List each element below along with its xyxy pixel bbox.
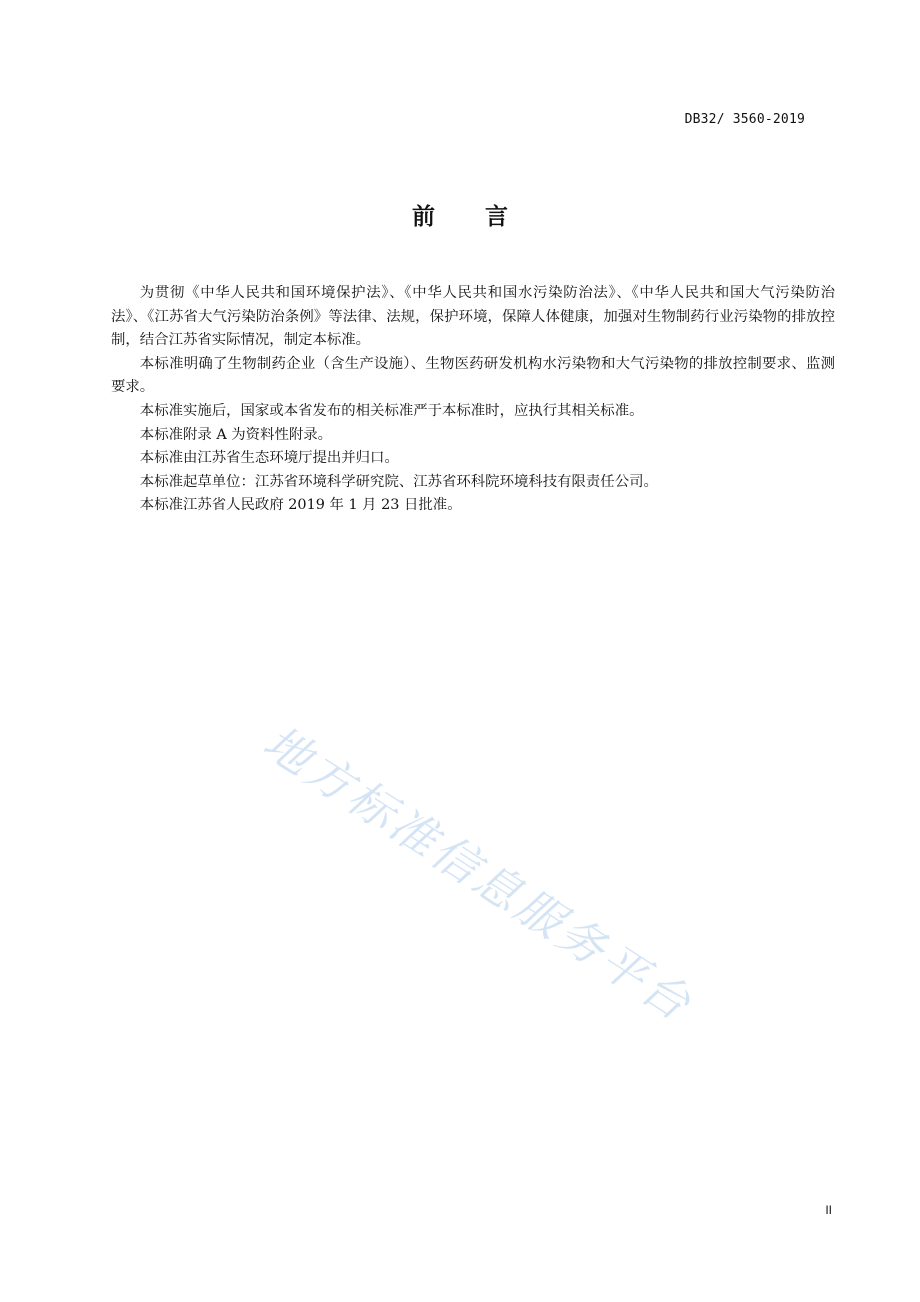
document-code: DB32/ 3560-2019 [684,112,805,127]
paragraph-proposer: 本标准由江苏省生态环境厅提出并归口。 [139,450,399,467]
paragraph-scope: 本标准明确了生物制药企业（含生产设施）、生物医药研发机构水污染物和大气污染物的排放控制要求、监测要求。 [111,355,835,396]
paragraph-appendix: 本标准附录 A 为资料性附录。 [139,426,333,443]
foreword-body [111,282,835,518]
page-number: II [825,1203,832,1217]
paragraph-drafters: 本标准起草单位：江苏省环境科学研究院、江苏省环科院环境科技有限责任公司。 [139,473,658,490]
title-char-1: 前 [412,204,435,230]
paragraph-approval: 本标准江苏省人民政府 2019 年 1 月 23 日批准。 [139,497,462,514]
watermark: 地方标准信息服务平台 [253,714,703,1033]
paragraph-precedence: 本标准实施后，国家或本省发布的相关标准严于本标准时，应执行其相关标准。 [139,402,644,419]
title-char-2: 言 [485,204,508,230]
page-title [0,198,920,231]
paragraph-purpose: 为贯彻《中华人民共和国环境保护法》、《中华人民共和国水污染防治法》、《中华人民共和国大气污染防治法》、《江苏省大气污染防治条例》等法律、法规，保护环境，保障人体健康，加强对生物制药行业污染物的排放控制，结合江苏省实际情况，制定本标准。 [111,285,835,349]
